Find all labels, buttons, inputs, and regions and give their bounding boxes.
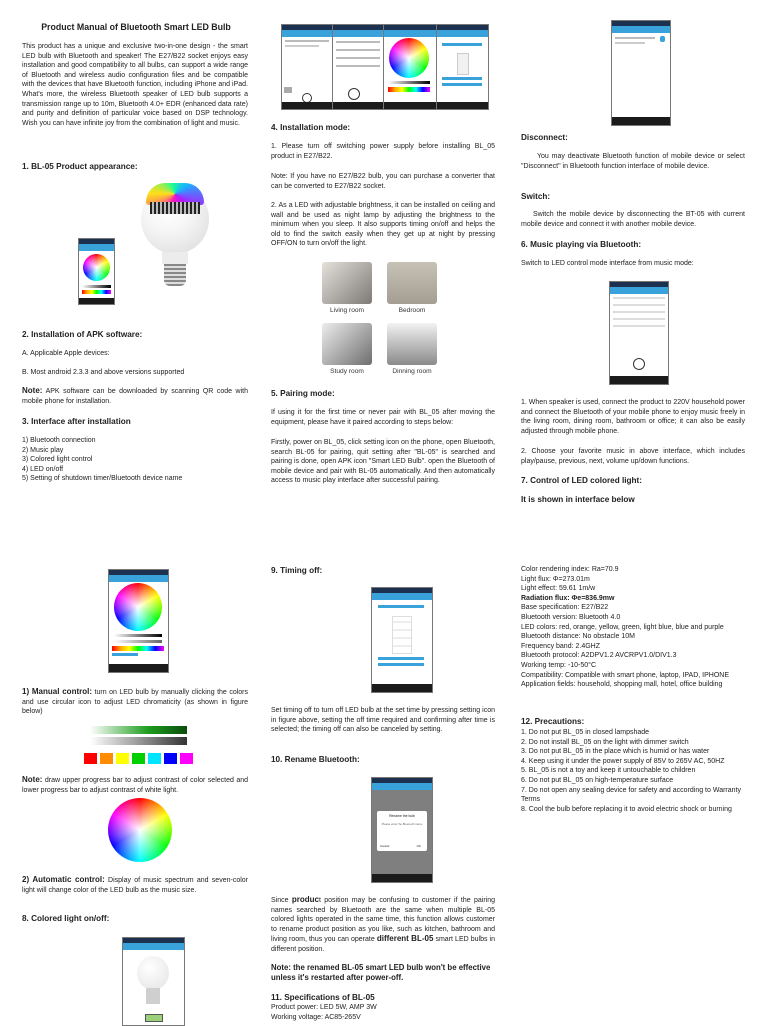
section-5-heading: 5. Pairing mode: [271,389,335,398]
room-caption: Study room [330,368,364,375]
section-6-p1: 1. When speaker is used, connect the product to 220V household power and connect the Bluetooth of your mobile phone to enjoy music freely in the living room, dining room, bathroom or office; it can also be easily adjusted through mobile phone. [521,399,745,435]
bulb-image [140,180,210,295]
section-2-note [22,386,248,406]
section-5-p1: If using it for the first time or never pair with BL_05 after moving the equipment, please have it paired according to steps below: [271,409,495,426]
spec-line: Bluetooth protocol: A2DPV1.2 AVCRPV1.0/DIV1.3 [521,652,677,660]
spec-line: Working temp: -10-50°C [521,661,597,669]
dialog-title: Rename the bulb [389,814,415,818]
s10-b: produc [291,895,319,904]
section-11-heading: 11. Specifications of BL-05 [271,993,375,1002]
study-room-photo [322,323,372,365]
timer-screen [371,587,433,693]
living-room-photo [322,262,372,304]
automatic-control [22,875,248,895]
section-7-heading: 7. Control of LED colored light: [521,476,642,485]
note-label: Note: [22,386,43,395]
auto-text: Display of music spectrum and seven-color light will change color of the LED bulb as the music size. [22,877,248,894]
dining-room-photo [387,323,437,365]
disconnect-heading: Disconnect: [521,133,568,142]
section-6-heading: 6. Music playing via Bluetooth: [521,240,642,249]
disconnect-body: You may deactivate Bluetooth function of mobile device or select "Disconnect" in Bluetooth function interface of mobile device. [521,153,745,170]
dialog-cancel-button[interactable]: Cancel [380,844,390,848]
contrast-slider-white [90,737,187,745]
spec-line: Working voltage: AC85-265V [271,1013,361,1021]
page-title: Product Manual of Bluetooth Smart LED Bulb [41,22,231,32]
room-caption: Bedroom [398,307,426,314]
section-2-b: B. Most android 2.3.3 and above versions supported [22,369,185,376]
dialog-hint: Please enter the Bluetooth name [381,822,423,826]
bedroom-photo [387,262,437,304]
spec-line: Light flux: Φ=273.01m [521,575,590,583]
section-9-text: Set timing off to turn off LED bulb at the set time by pressing setting icon in figure above, setting the off time required and confirming after time is selected; the timing off can also be canceled by setting. [271,707,495,734]
section-3-heading: 3. Interface after installation [22,417,131,426]
section-4-heading: 4. Installation mode: [271,123,351,132]
section-8-heading: 8. Colored light on/off: [22,914,110,923]
section-6-p0: Switch to LED control mode interface from music mode: [521,260,694,267]
spec-line: Bluetooth distance: No obstacle 10M [521,633,636,641]
contrast-slider-color [90,726,187,734]
section-2-heading: 2. Installation of APK software: [22,330,143,339]
color-swatch [100,753,113,764]
list-item: 4) LED on/off [22,465,64,473]
rename-screen [371,777,433,883]
list-item: 5) Setting of shutdown timer/Bluetooth device name [22,475,183,483]
section-11-lines [271,1003,377,1022]
color-wheel-large [108,798,172,862]
section-9-heading: 9. Timing off: [271,566,323,575]
music-screen [609,281,669,385]
precautions-list [521,728,747,814]
s10-d: different BL-05 [376,934,434,944]
section-6-p2: 2. Choose your favorite music in above interface, which includes play/pause, previous, next, volume up/down functions. [521,448,745,465]
manual-control [22,687,248,717]
list-item: 2) Music play [22,446,64,454]
s10-a: Since [271,897,292,904]
color-control-screen [108,569,169,673]
auto-label: 2) Automatic control: [22,875,105,884]
spec-line: Product power: LED 5W, AMP 3W [271,1004,377,1011]
spec-line: LED colors: red, orange, yellow, green, light blue, blue and purple [521,623,724,631]
section-12-heading: 12. Precautions: [521,717,585,726]
note2-text: draw upper progress bar to adjust contrast of color selected and lower progress bar to adjust contrast of white light. [22,777,248,794]
app-screens-strip [281,24,487,108]
list-item: 6. Do not put BL_05 on high-temperature surface [521,776,674,784]
list-item: 4. Keep using it under the power supply of 85V to 265V AC, 50HZ [521,757,725,765]
color-swatch [84,753,97,764]
section-2-a: A. Applicable Apple devices: [22,350,110,357]
list-item: 7. Do not open any sealing device for safety and according to Warranty Terms [521,786,741,804]
intro-paragraph: This product has a unique and exclusive two-in-one design - the smart LED bulb with Bluetooth and speaker! The E27/B22 socket enjoys easy installation and good compatibility to all bulbs, can support a wide range of Bluetooth and wireless audio configuration files and be compatible with the devices that have Bluetooth function, including iPhone and iPad. What's more, the wireless Bluetooth speaker of LED bulb supports a transmission range up to 10m, Bluetooth 4.0+ EDR (enhanced data rate) and purity and definition of particular voice based on DSP technology. Wish you can have infinite joy from the combination of light and music. [22,43,248,127]
list-item: 2. Do not install BL_05 on the light with dimmer switch [521,738,689,746]
section-10-heading: 10. Rename Bluetooth: [271,755,360,764]
section-4-p2: Note: If you have no E27/B22 bulb, you can purchase a converter that can be converted to E27/B22 socket. [271,173,495,190]
room-caption: Dinning room [392,368,432,375]
section-1-heading: 1. BL-05 Product appearance: [22,162,138,171]
section-3-list [22,436,182,484]
app-screenshot-color [78,238,115,305]
spec-line: Compatibility: Compatible with smart phone, laptop, IPAD, IPHONE [521,671,730,679]
specs-list [521,565,747,690]
spec-line: Color rendering index: Ra=70.9 [521,566,619,573]
color-swatch [164,753,177,764]
color-swatch [180,753,193,764]
note-text: APK software can be downloaded by scanning QR code with mobile phone for installation. [22,388,248,405]
manual-text: turn on LED bulb by manually clicking the colors and use circular icon to adjust LED chromaticity (as shown in figure below) [22,689,249,716]
switch-text [521,210,745,229]
spec-line: Radiation flux: Φe=836.9mw [521,594,615,602]
section-5-p2: Firstly, power on BL_05, click setting icon on the phone, open Bluetooth, search BL-05 for pairing, quit setting after "BL-05" is searched and pairing is done, open APK icon "Smart LED Bulb". open the Bluetooth of mobile device and pair with BL-05 automatically. And then automatically access to music play interface after successful pairing. [271,439,495,485]
switch-body: Switch the mobile device by disconnecting the BT-05 with current mobile device and connect it with another mobile device. [521,211,745,228]
spec-line: Application fields: household, shopping mall, hotel, office building [521,681,723,689]
color-swatches [84,751,196,769]
section-7-sub: It is shown in interface below [521,495,635,504]
rename-dialog [377,811,427,851]
spec-line: Base specification: E27/B22 [521,604,609,612]
section-10-text [271,895,495,955]
spec-line: Light effect: 59.61 1m/w [521,585,596,593]
s10-c: t position may be confusing to customer if the pairing names searched by Bluetooth are the same when multiple BL-05 colored lights operated in the same time, this function allows customer to rename product position as you like, such as kitchen, bathroom and living room, thus you can operate [271,897,495,944]
list-item: 5. BL_05 is not a toy and keep it untouchable to children [521,767,696,775]
list-item: 1) Bluetooth connection [22,437,96,444]
manual-label: 1) Manual control: [22,687,93,696]
section-4-p1: 1. Please turn off switching power supply before installing BL_05 product in E27/B22. [271,143,495,160]
spec-line: Bluetooth version: Bluetooth 4.0 [521,613,621,621]
color-swatch [132,753,145,764]
note-contrast [22,775,248,795]
disconnect-text [521,152,745,171]
list-item: 3) Colored light control [22,456,93,464]
switch-heading: Switch: [521,192,551,201]
section-10-note: Note: the renamed BL-05 smart LED bulb won't be effective unless it's restarted after power-off. [271,963,491,982]
color-swatch [116,753,129,764]
s10-e: smart LED bulbs in different position. [271,936,495,953]
room-caption: Living room [329,307,365,314]
list-item: 1. Do not put BL_05 in closed lampshade [521,729,650,736]
bluetooth-screen [611,20,671,126]
section-4-p3: 2. As a LED with adjustable brightness, it can be installed on ceiling and wall and be used as night lamp by adjusting the brightness to the minimum when you sleep. It also supports timing on/off and helps the old to find the switch easily when they get up at night by pressing OFF/ON to turn on/off the light. [271,202,495,248]
light-onoff-screen [122,937,185,1026]
spec-line: Frequency band: 2.4GHZ [521,642,600,650]
note2-label: Note: [22,775,43,784]
color-swatch [148,753,161,764]
dialog-ok-button[interactable]: OK [416,844,421,848]
list-item: 3. Do not put BL_05 in the place which is humid or has water [521,748,710,756]
list-item: 8. Cool the bulb before replacing it to avoid electric shock or burning [521,805,732,813]
